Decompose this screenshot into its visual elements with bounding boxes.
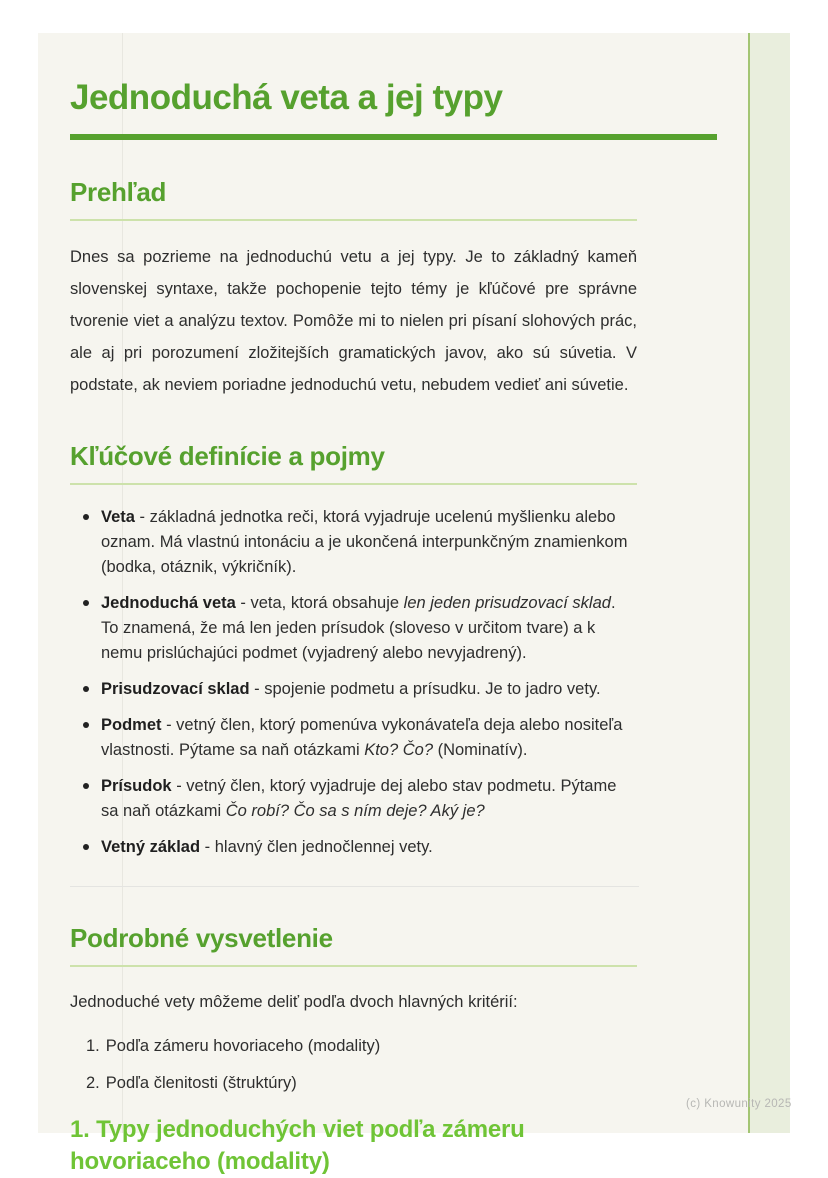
definition-item (70, 713, 637, 763)
page-title: Jednoduchá veta a jej typy (70, 78, 503, 117)
item-number: 1. (86, 1037, 100, 1055)
bullet-dot-icon (83, 722, 89, 728)
criteria-text: Podľa zámeru hovoriaceho (modality) (105, 1037, 381, 1055)
bullet-dot-icon (83, 844, 89, 850)
heading-underline (70, 965, 637, 967)
definitions-list (70, 505, 637, 860)
bullet-dot-icon (83, 514, 89, 520)
definition-item (70, 505, 637, 580)
definition-text: Prísudok - vetný člen, ktorý vyjadruje dej alebo stav podmetu. Pýtame sa naň otázkami Čo robí? Čo sa s ním deje? Aký je? (101, 777, 617, 820)
definition-text: Veta - základná jednotka reči, ktorá vyjadruje ucelenú myšlienku alebo oznam. Má vlastnú intonáciu a je ukončená interpunkčným znamienkom (bodka, otáznik, výkričník). (101, 508, 628, 576)
definition-item (70, 835, 637, 860)
criteria-item (70, 1033, 637, 1059)
definition-item (70, 774, 637, 824)
definition-text: Podmet - vetný člen, ktorý pomenúva vykonávateľa deja alebo nositeľa vlastnosti. Pýtame sa naň otázkami Kto? Čo? (Nominatív). (101, 716, 623, 759)
overview-paragraph: Dnes sa pozrieme na jednoduchú vetu a jej typy. Je to základný kameň slovenskej syntaxe, takže pochopenie tejto témy je kľúčové pre správne tvorenie viet a analýzu textov. Pomôže mi to nielen pri písaní slohových prác, ale aj pri porozumení zložitejších gramatických javov, ako sú súvetia. V podstate, ak neviem poriadne jednoduchú vetu, nebudem vedieť ani súvetie. (70, 248, 637, 394)
criteria-list (70, 1033, 637, 1096)
section-heading-prehlad: Prehľad (70, 177, 167, 207)
bullet-dot-icon (83, 783, 89, 789)
intro-paragraph: Jednoduché vety môžeme deliť podľa dvoch hlavných kritérií: (70, 993, 518, 1011)
page-content (38, 33, 790, 1178)
section-divider (70, 886, 639, 887)
criteria-item (70, 1070, 637, 1096)
section-heading-definicie: Kľúčové definície a pojmy (70, 441, 385, 471)
criteria-text: Podľa členitosti (štruktúry) (105, 1074, 297, 1092)
subsection-heading-modality: 1. Typy jednoduchých viet podľa zámeru hovoriaceho (modality) (70, 1116, 525, 1175)
bullet-dot-icon (83, 686, 89, 692)
definition-item (70, 677, 637, 702)
bullet-dot-icon (83, 600, 89, 606)
definition-item (70, 591, 637, 666)
section-heading-vysvetlenie: Podrobné vysvetlenie (70, 923, 333, 953)
title-rule (70, 134, 717, 140)
item-number: 2. (86, 1074, 100, 1092)
definition-text: Vetný základ - hlavný člen jednočlennej vety. (101, 838, 433, 856)
definition-text: Jednoduchá veta - veta, ktorá obsahuje len jeden prisudzovací sklad. To znamená, že má len jeden prísudok (sloveso v určitom tvare) a k nemu prislúchajúci podmet (vyjadrený alebo nevyjadrený). (101, 594, 616, 662)
heading-underline (70, 483, 637, 485)
definition-text: Prisudzovací sklad - spojenie podmetu a prísudku. Je to jadro vety. (101, 680, 601, 698)
watermark: (c) Knowunity 2025 (686, 1098, 792, 1110)
document-page (38, 33, 790, 1175)
heading-underline (70, 219, 637, 221)
